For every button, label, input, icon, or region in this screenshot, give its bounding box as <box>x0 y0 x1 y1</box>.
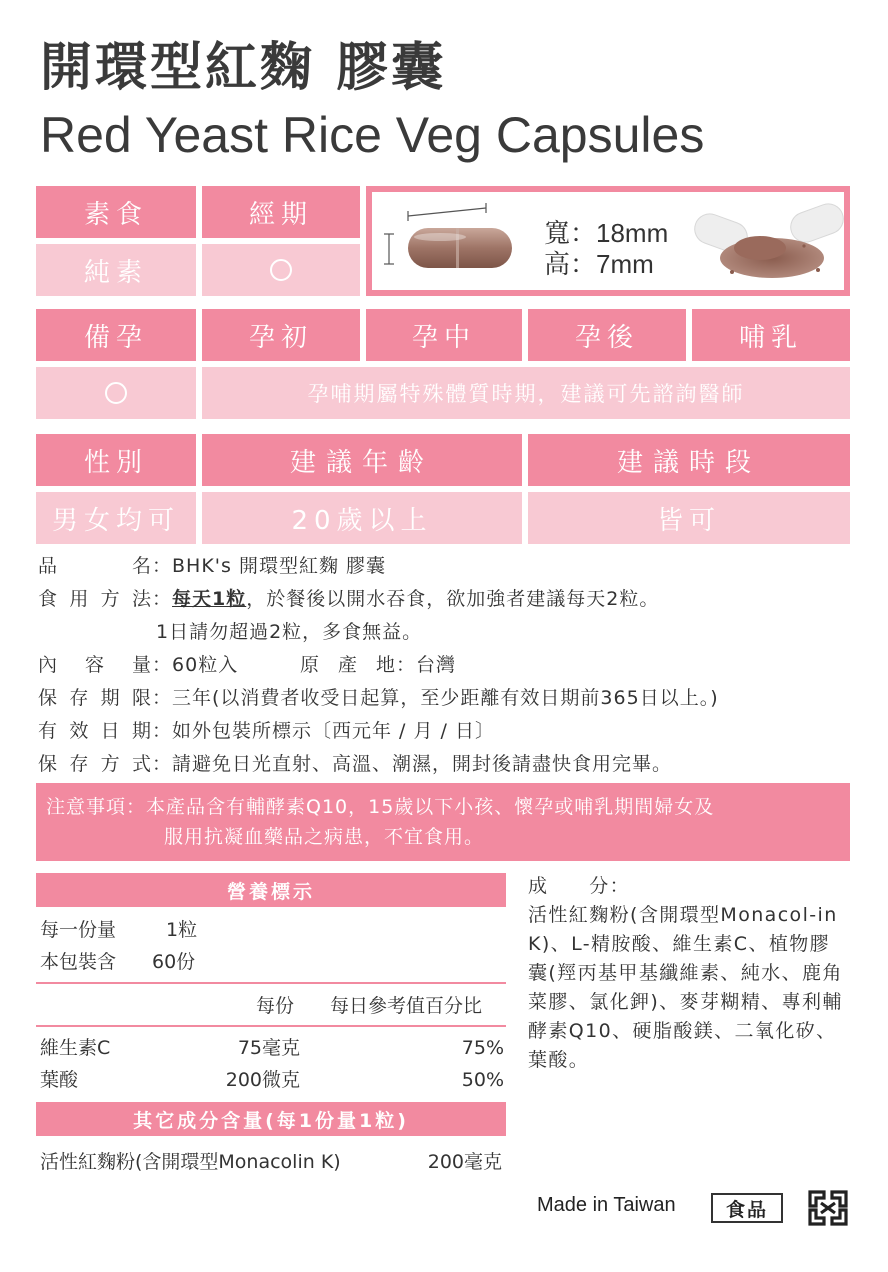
info-value: 台灣 <box>416 654 457 676</box>
info-value: 三年(以消費者收受日起算，至少距離有效日期前365日以上。) <box>172 687 719 709</box>
info-value: 如外包裝所標示〔西元年 / 月 / 日〕 <box>172 720 495 742</box>
other-ingredient-amount: 200毫克 <box>427 1151 502 1173</box>
info-value: ，於餐後以開水吞食，欲加強者建議每天2粒。 <box>246 588 660 610</box>
value-vegan: 純素 <box>36 244 196 296</box>
nutrient-name: 葉酸 <box>40 1069 79 1091</box>
info-expiry-row: 有效日期：如外包裝所標示〔西元年 / 月 / 日〕 <box>38 720 495 742</box>
food-badge: 食品 <box>711 1193 783 1223</box>
info-method-row: 食用方法：每天1粒，於餐後以開水吞食，欲加強者建議每天2粒。 <box>38 588 660 610</box>
serving-label: 每一份量 <box>40 919 117 941</box>
info-value: BHK's 開環型紅麴 膠囊 <box>172 555 386 577</box>
info-label: 內容量 <box>38 654 152 676</box>
header-early: 孕初 <box>202 309 360 361</box>
header-vegan: 素食 <box>36 186 196 238</box>
nutrient-amount: 200微克 <box>225 1069 300 1091</box>
info-label: 有效日期 <box>38 720 152 742</box>
other-ingredients-title: 其它成分含量(每1份量1粒) <box>36 1102 506 1136</box>
header-mid: 孕中 <box>366 309 522 361</box>
value-prep <box>36 367 196 419</box>
value-gender: 男女均可 <box>36 492 196 544</box>
value-age: 20歲以上 <box>202 492 522 544</box>
ingredients <box>528 872 850 1075</box>
header-prep: 備孕 <box>36 309 196 361</box>
ingredients-title: 成 分： <box>528 875 631 897</box>
header-late: 孕後 <box>528 309 686 361</box>
nutrition-title: 營養標示 <box>36 873 506 907</box>
made-in-taiwan: Made in Taiwan <box>537 1194 676 1216</box>
info-label: 原產地 <box>300 654 396 676</box>
info-storage-row: 保存方式：請避免日光直射、高溫、潮濕，開封後請盡快食用完畢。 <box>38 753 673 775</box>
title-chinese: 開環型紅麴 膠囊 <box>40 38 447 98</box>
capsule-height: 高：7mm <box>544 249 654 279</box>
package-label: 本包裝含 <box>40 951 117 973</box>
header-time: 建議時段 <box>528 434 850 486</box>
header-nursing: 哺乳 <box>692 309 850 361</box>
info-origin-row: 原產地：台灣 <box>300 654 457 676</box>
circle-check-icon <box>105 382 127 404</box>
circle-check-icon <box>270 259 292 281</box>
caution-notice <box>36 783 850 861</box>
header-age: 建議年齡 <box>202 434 522 486</box>
nutrient-percent: 75% <box>461 1037 504 1059</box>
caution-line1: 注意事項：本產品含有輔酵素Q10，15歲以下小孩、懷孕或哺乳期間婦女及 <box>46 796 715 818</box>
info-value: 60粒入 <box>172 654 239 676</box>
capsule-size-box <box>366 186 850 296</box>
nutrient-percent: 50% <box>461 1069 504 1091</box>
info-label: 品 名 <box>38 555 152 577</box>
caution-line2: 服用抗凝血藥品之病患，不宜食用。 <box>164 826 485 848</box>
nutrient-name: 維生素C <box>40 1037 111 1059</box>
recycle-icon <box>806 1188 850 1228</box>
capsule-dimensions <box>544 218 668 280</box>
divider <box>36 1025 506 1027</box>
divider <box>36 982 506 984</box>
info-method-line2: 1日請勿超過2粒，多食無益。 <box>156 621 423 643</box>
value-time: 皆可 <box>528 492 850 544</box>
other-ingredient-name: 活性紅麴粉(含開環型Monacolin K) <box>40 1151 341 1173</box>
col-daily-percent: 每日參考值百分比 <box>330 995 483 1017</box>
package-value: 60份 <box>152 951 196 973</box>
info-label: 保存期限 <box>38 687 152 709</box>
title-english: Red Yeast Rice Veg Capsules <box>40 107 705 163</box>
info-content-row: 內容量：60粒入 <box>38 654 239 676</box>
info-value: 請避免日光直射、高溫、潮濕，開封後請盡快食用完畢。 <box>172 753 673 775</box>
info-label: 保存方式 <box>38 753 152 775</box>
col-per-serving: 每份 <box>256 995 295 1017</box>
capsule-width: 寬：18mm <box>544 218 669 248</box>
value-period <box>202 244 360 296</box>
info-label: 食用方法 <box>38 588 152 610</box>
serving-value: 1粒 <box>166 919 198 941</box>
nutrient-amount: 75毫克 <box>237 1037 300 1059</box>
pregnancy-notice: 孕哺期屬特殊體質時期，建議可先諮詢醫師 <box>202 367 850 419</box>
ingredients-text: 活性紅麴粉(含開環型Monacol-in K)、L-精胺酸、維生素C、植物膠囊(羥丙基甲基纖維素、純水、鹿角菜膠、氯化鉀)、麥芽糊精、專利輔酵素Q10、硬脂酸鎂、二氧化矽、葉酸。 <box>528 904 843 1071</box>
header-gender: 性別 <box>36 434 196 486</box>
info-name-row: 品 名：BHK's 開環型紅麴 膠囊 <box>38 555 386 577</box>
info-shelf-row: 保存期限：三年(以消費者收受日起算，至少距離有效日期前365日以上。) <box>38 687 719 709</box>
header-period: 經期 <box>202 186 360 238</box>
info-emphasis: 每天1粒 <box>172 588 247 610</box>
